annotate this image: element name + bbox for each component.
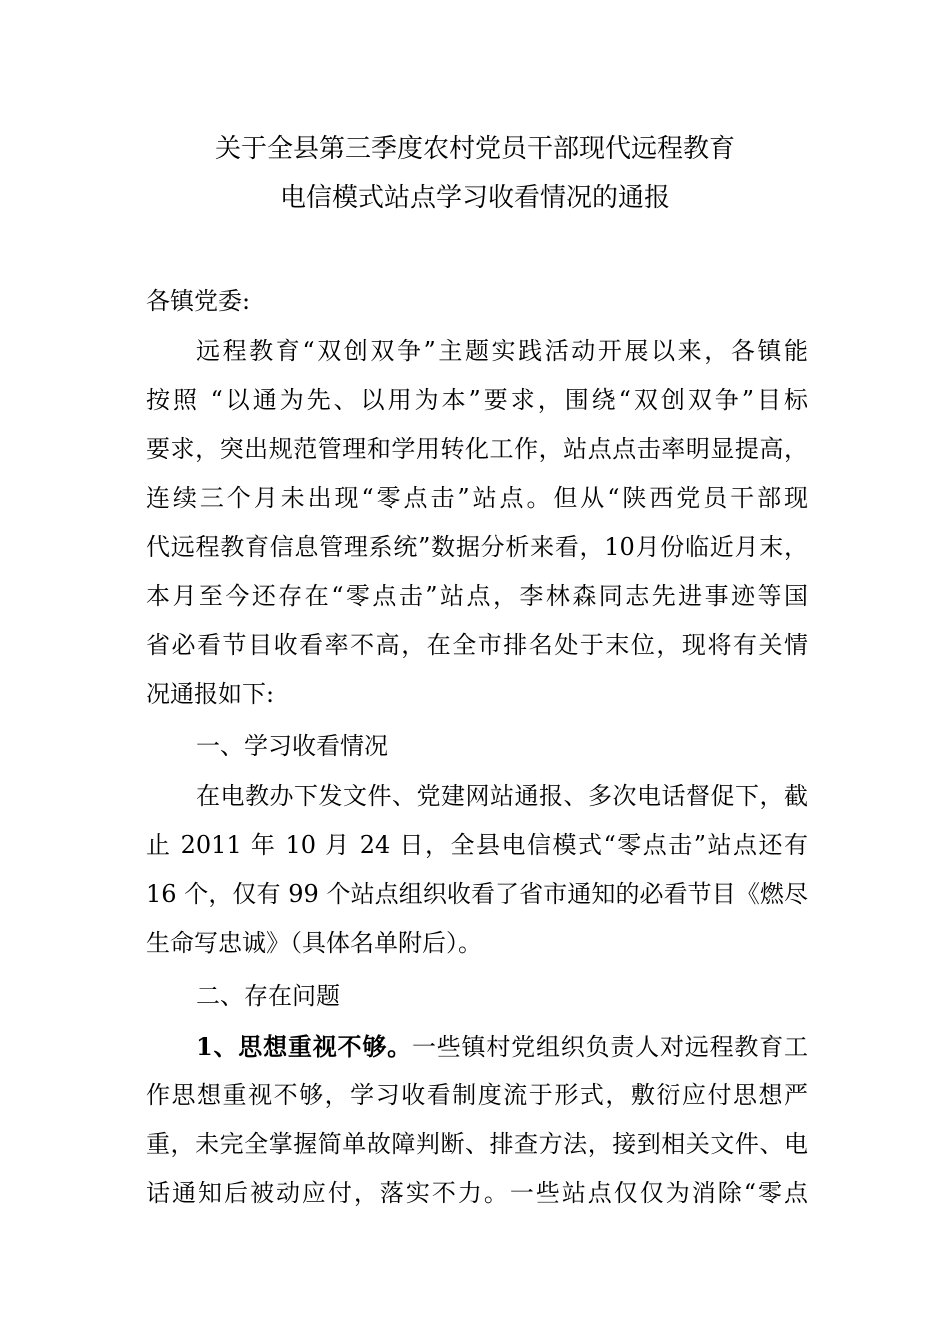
paragraph-line: 况通报如下: [146, 680, 275, 708]
paragraph-intro [146, 327, 808, 719]
paragraph-line [146, 1022, 808, 1071]
paragraph-line: 要求，突出规范管理和学用转化工作，站点点击率明显提高， [146, 435, 808, 463]
bold-lead-text: 1、思想重视不够。 [196, 1032, 412, 1061]
document-title-line-1: 关于全县第三季度农村党员干部现代远程教育 [214, 134, 735, 164]
paragraph-line: 按照 “以通为先、以用为本”要求，围绕“双创双争”目标 [146, 386, 808, 414]
paragraph-line: 代远程教育信息管理系统”数据分析来看，10月份临近月末， [146, 533, 808, 561]
paragraph-line: 16 个，仅有 99 个站点组织收看了省市通知的必看节目《燃尽 [146, 880, 808, 908]
section-heading-1: 一、学习收看情况 [196, 732, 388, 760]
document-title-line-2: 电信模式站点学习收看情况的通报 [279, 183, 670, 213]
paragraph-line: 本月至今还存在“零点击”站点，李林森同志先进事迹等国 [146, 582, 808, 610]
paragraph-line: 止 2011 年 10 月 24 日，全县电信模式“零点击”站点还有 [146, 831, 808, 859]
paragraph-line: 在电教办下发文件、党建网站通报、多次电话督促下，截 [196, 782, 808, 810]
salutation: 各镇党委: [146, 287, 251, 315]
paragraph-line: 生命写忠诚》（具体名单附后）。 [146, 929, 482, 957]
paragraph-line: 远程教育“双创双争”主题实践活动开展以来，各镇能 [196, 337, 808, 365]
paragraph-viewing-status [146, 772, 808, 968]
section-heading-2: 二、存在问题 [196, 982, 340, 1010]
paragraph-line: 作思想重视不够，学习收看制度流于形式，敷衍应付思想严 [146, 1081, 808, 1109]
paragraph-line: 重，未完全掌握简单故障判断、排查方法，接到相关文件、电 [146, 1130, 808, 1158]
paragraph-problems [146, 1022, 808, 1218]
paragraph-line: 省必看节目收看率不高，在全市排名处于末位，现将有关情 [146, 631, 808, 659]
paragraph-line-rest: 一些镇村党组织负责人对远程教育工 [411, 1033, 808, 1061]
paragraph-line: 话通知后被动应付，落实不力。一些站点仅仅为消除“零点 [146, 1179, 808, 1207]
paragraph-line: 连续三个月未出现“零点击”站点。但从“陕西党员干部现 [146, 484, 808, 512]
